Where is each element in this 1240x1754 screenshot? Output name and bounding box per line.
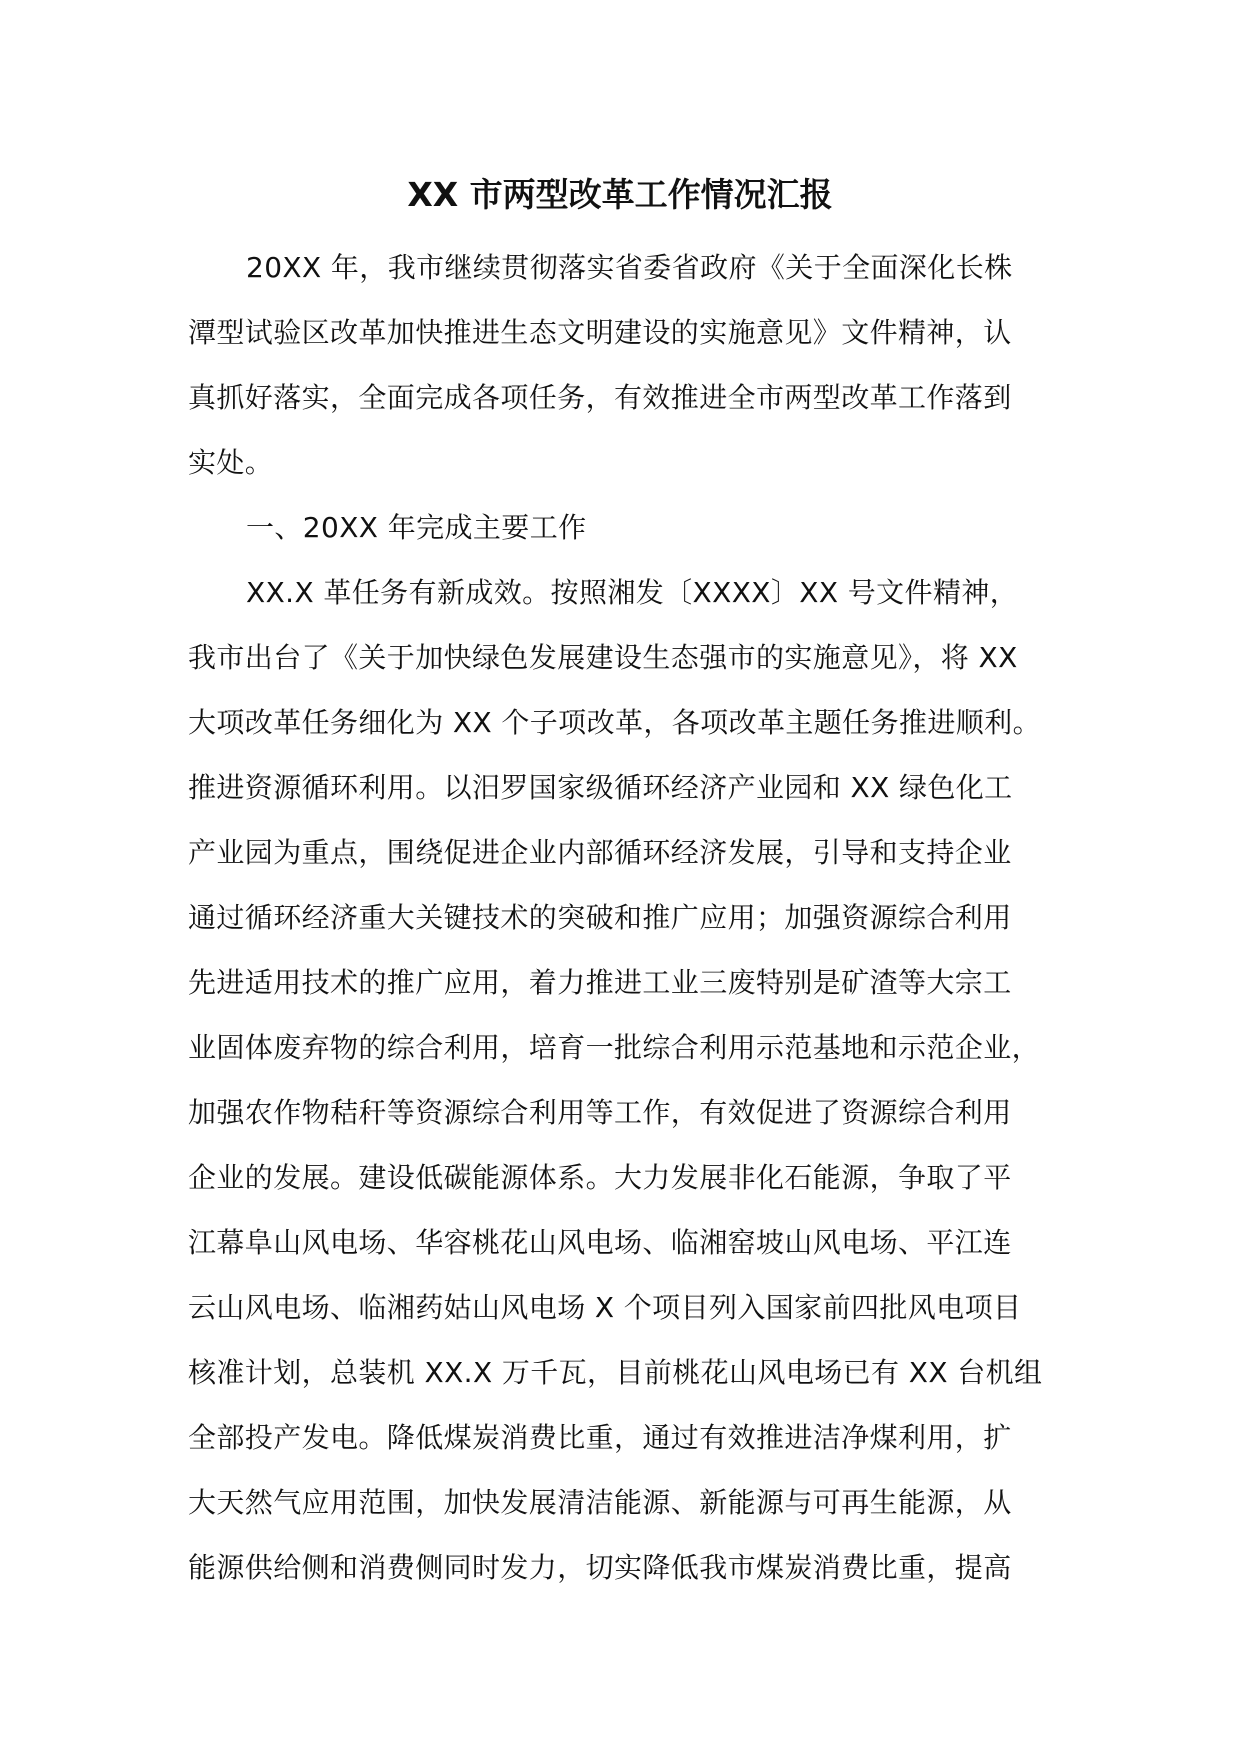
section-heading: 一、20XX 年完成主要工作: [246, 511, 587, 544]
body-line: 真抓好落实，全面完成各项任务，有效推进全市两型改革工作落到: [188, 381, 1012, 414]
body-line: 能源供给侧和消费侧同时发力，切实降低我市煤炭消费比重，提高: [188, 1551, 1012, 1584]
body-line: 我市出台了《关于加快绿色发展建设生态强市的实施意见》，将 XX: [188, 641, 1018, 674]
body-line: 加强农作物秸秆等资源综合利用等工作，有效促进了资源综合利用: [188, 1096, 1012, 1129]
body-line: 推进资源循环利用。以汨罗国家级循环经济产业园和 XX 绿色化工: [188, 771, 1013, 804]
body-line: 潭型试验区改革加快推进生态文明建设的实施意见》文件精神，认: [188, 316, 1012, 349]
document-body: [188, 235, 1078, 1600]
body-line: 业固体废弃物的综合利用，培育一批综合利用示范基地和示范企业，: [188, 1031, 1041, 1064]
body-line: 实处。: [188, 446, 274, 479]
body-line: 通过循环经济重大关键技术的突破和推广应用；加强资源综合利用: [188, 901, 1012, 934]
body-line: 20XX 年，我市继续贯彻落实省委省政府《关于全面深化长株: [246, 251, 1013, 284]
body-line: 产业园为重点，围绕促进企业内部循环经济发展，引导和支持企业: [188, 836, 1012, 869]
body-line: XX.X 革任务有新成效。按照湘发〔XXXX〕XX 号文件精神，: [246, 576, 1019, 609]
body-line: 企业的发展。建设低碳能源体系。大力发展非化石能源，争取了平: [188, 1161, 1012, 1194]
body-line: 全部投产发电。降低煤炭消费比重，通过有效推进洁净煤利用，扩: [188, 1421, 1012, 1454]
body-line: 核准计划，总装机 XX.X 万千瓦，目前桃花山风电场已有 XX 台机组: [188, 1356, 1043, 1389]
body-line: 大天然气应用范围，加快发展清洁能源、新能源与可再生能源，从: [188, 1486, 1012, 1519]
body-line: 云山风电场、临湘药姑山风电场 X 个项目列入国家前四批风电项目: [188, 1291, 1022, 1324]
body-line: 大项改革任务细化为 XX 个子项改革，各项改革主题任务推进顺利。: [188, 706, 1041, 739]
body-line: 先进适用技术的推广应用，着力推进工业三废特别是矿渣等大宗工: [188, 966, 1012, 999]
document-title: XX 市两型改革工作情况汇报: [407, 175, 833, 214]
body-line: 江幕阜山风电场、华容桃花山风电场、临湘窑坡山风电场、平江连: [188, 1226, 1012, 1259]
